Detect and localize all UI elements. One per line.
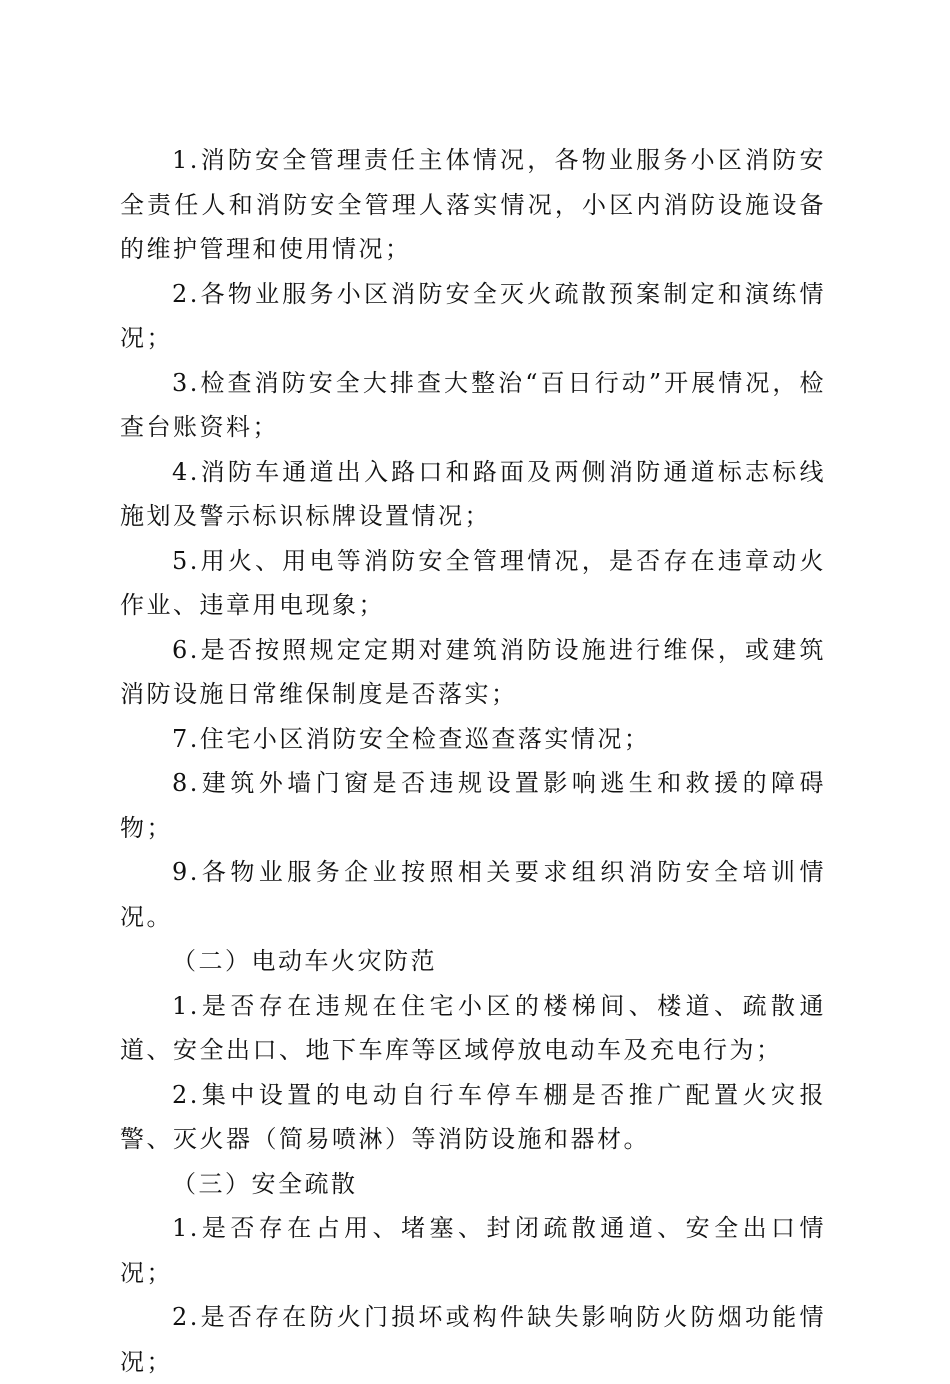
list-item-fire-lane-markings: 4.消防车通道出入路口和路面及两侧消防通道标志标线施划及警示标识标牌设置情况；	[120, 457, 826, 530]
list-item-fire-safety-responsibility: 1.消防安全管理责任主体情况，各物业服务小区消防安全责任人和消防安全管理人落实情况，小区内消防设施设备的维护管理和使用情况；	[120, 146, 826, 263]
list-item-ebike-parking: 1.是否存在违规在住宅小区的楼梯间、楼道、疏散通道、安全出口、地下车库等区域停放电动车及充电行为；	[120, 991, 826, 1064]
list-item-window-obstacles: 8.建筑外墙门窗是否违规设置影响逃生和救援的障碍物；	[120, 769, 826, 842]
list-item-fire-door-damage: 2.是否存在防火门损坏或构件缺失影响防火防烟功能情况；	[120, 1303, 826, 1376]
section-heading-ebike-fire: （二）电动车火灾防范	[172, 947, 437, 975]
list-item-facility-maintenance: 6.是否按照规定定期对建筑消防设施进行维保，或建筑消防设施日常维保制度是否落实；	[120, 635, 826, 708]
list-item-hundred-day-action: 3.检查消防安全大排查大整治“百日行动”开展情况，检查台账资料；	[120, 368, 826, 441]
list-item-ebike-shed: 2.集中设置的电动自行车停车棚是否推广配置火灾报警、灭火器（简易喷淋）等消防设施和器材。	[120, 1080, 826, 1153]
list-item-evacuation-plan: 2.各物业服务小区消防安全灭火疏散预案制定和演练情况；	[120, 279, 826, 352]
list-item-blocked-exits: 1.是否存在占用、堵塞、封闭疏散通道、安全出口情况；	[120, 1214, 826, 1287]
list-item-safety-training: 9.各物业服务企业按照相关要求组织消防安全培训情况。	[120, 858, 826, 931]
list-item-fire-electricity-use: 5.用火、用电等消防安全管理情况，是否存在违章动火作业、违章用电现象；	[120, 546, 826, 619]
document-body	[120, 138, 826, 1384]
list-item-inspection-patrol: 7.住宅小区消防安全检查巡查落实情况；	[172, 724, 651, 753]
section-heading-evacuation: （三）安全疏散	[172, 1169, 358, 1198]
